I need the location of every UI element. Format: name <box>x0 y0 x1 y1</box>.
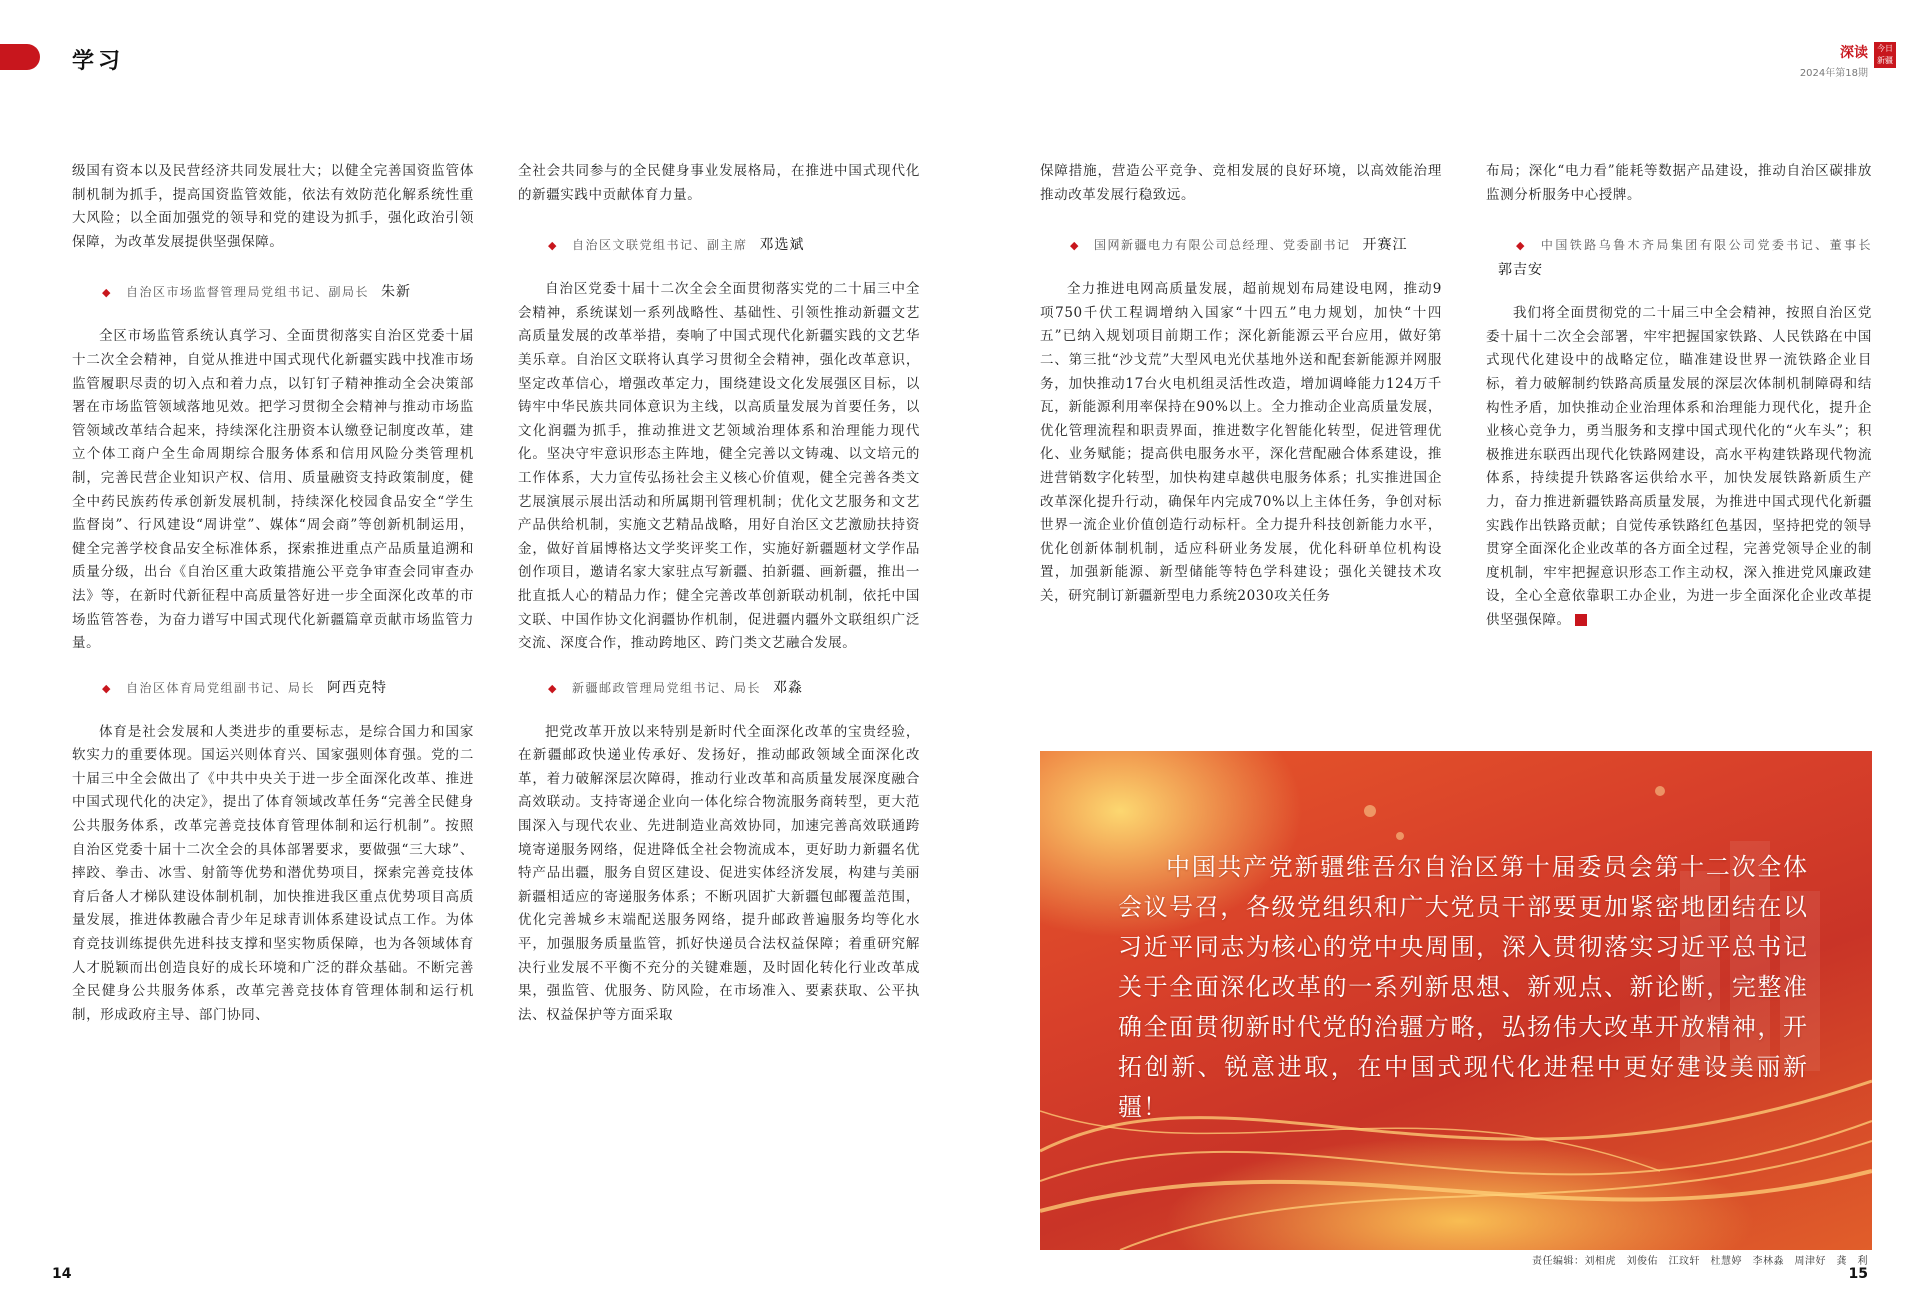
page-number-left: 14 <box>52 1266 72 1282</box>
author-name: 邓选斌 <box>759 237 805 254</box>
author-byline <box>72 676 474 701</box>
banner-quote-text: 中国共产党新疆维吾尔自治区第十届委员会第十二次全体会议号召，各级党组织和广大党员干部要更加紧密地团结在以习近平同志为核心的党中央周围，深入贯彻落实习近平总书记关于全面深化改革的一系列新思想、新观点、新论断，完整准确全面贯彻新时代党的治疆方略，弘扬伟大改革开放精神，开拓创新、锐意进取，在中国式现代化进程中更好建设美丽新疆！ <box>1118 853 1808 1121</box>
column-2 <box>518 160 920 1027</box>
column-3 <box>1040 160 1442 609</box>
section-tab-marker <box>0 44 40 70</box>
article-paragraph <box>1040 160 1442 207</box>
author-byline <box>72 280 474 305</box>
author-title: 中国铁路乌鲁木齐局集团有限公司党委书记、董事长 <box>1540 238 1872 253</box>
paragraph-text: 布局；深化“电力看”能耗等数据产品建设，推动自治区碳排放监测分析服务中心授牌。 <box>1486 163 1872 203</box>
author-name: 邓淼 <box>772 679 803 696</box>
paragraph-text: 全社会共同参与的全民健身事业发展格局，在推进中国式现代化的新疆实践中贡献体育力量。 <box>518 163 920 203</box>
page-number-right: 15 <box>1848 1266 1868 1282</box>
brand-badge: 今日新疆 <box>1874 42 1896 68</box>
article-end-mark-icon: J <box>1575 614 1587 626</box>
diamond-bullet-icon: ◆ <box>102 286 112 300</box>
diamond-bullet-icon: ◆ <box>548 681 558 695</box>
editors-credit: 责任编辑：刘相虎 刘俊佑 江玟轩 杜慧婷 李林淼 周津好 龚 利 <box>1532 1256 1868 1267</box>
paragraph-text: 把党改革开放以来特别是新时代全面深化改革的宝贵经验，在新疆邮政快递业传承好、发扬好，推动邮政领域全面深化改革，着力破解深层次障碍，推动行业改革和高质量发展深度融合高效联动。支持寄递企业向一体化综合物流服务商转型，更大范围深入与现代农业、先进制造业高效协同，加速完善高效联通跨境寄递服务网络，促进降低全社会物流成本，更好助力新疆名优特产品出疆，服务自贸区建设、促进实体经济发展，构建与美丽新疆相适应的寄递服务体系；不断巩固扩大新疆包邮覆盖范围，优化完善城乡末端配送服务网络，提升邮政普遍服务均等化水平，加强服务质量监管，抓好快递员合法权益保障；着重研究解决行业发展不平衡不充分的关键难题，及时固化转化行业改革成果，强监管、优服务、防风险，在市场准入、要素获取、公平执法、权益保护等方面采取 <box>518 723 920 1023</box>
diamond-bullet-icon: ◆ <box>548 239 558 253</box>
article-paragraph <box>1486 302 1872 632</box>
article-paragraph <box>72 160 474 254</box>
author-byline <box>518 676 920 701</box>
column-4 <box>1486 160 1872 633</box>
article-paragraph <box>518 721 920 1028</box>
section-title: 学习 <box>72 48 125 74</box>
article-paragraph <box>72 721 474 1028</box>
diamond-bullet-icon: ◆ <box>1070 239 1080 253</box>
quote-banner <box>1040 751 1872 1250</box>
diamond-bullet-icon: ◆ <box>1516 239 1527 253</box>
issue-number: 2024年第18期 <box>1799 68 1868 79</box>
article-paragraph <box>1040 278 1442 608</box>
article-paragraph <box>518 160 920 207</box>
author-title: 自治区体育局党组副书记、局长 <box>125 680 315 695</box>
author-title: 自治区文联党组书记、副主席 <box>571 238 748 253</box>
author-byline <box>518 233 920 258</box>
paragraph-text: 全力推进电网高质量发展，超前规划布局建设电网，推动9项750千伏工程调增纳入国家“十四五”电力规划，加快“十四五”已纳入规划项目前期工作；深化新能源云平台应用，做好第二、第三批“沙戈荒”大型风电光伏基地外送和配套新能源并网服务，加快推动17台火电机组灵活性改造，增加调峰能力124万千瓦，新能源利用率保持在90%以上。全力推动企业高质量发展，优化管理流程和职责界面，推进数字化智能化转型，促进管理优化、业务赋能；提高供电服务水平，深化营配融合体系建设，推进营销数字化转型，加快构建卓越供电服务体系；扎实推进国企改革深化提升行动，确保年内完成70%以上主体任务，争创对标世界一流企业价值创造行动标杆。全力提升科技创新能力水平，优化创新体制机制，适应科研业务发展，优化科研单位机构设置，加强新能源、新型储能等特色学科建设；强化关键技术攻关，研究制订新疆新型电力系统2030攻关任务 <box>1040 281 1442 604</box>
author-title: 新疆邮政管理局党组书记、局长 <box>571 680 761 695</box>
brand-header <box>1800 42 1868 79</box>
paragraph-text: 全区市场监管系统认真学习、全面贯彻落实自治区党委十届十二次全会精神，自觉从推进中国式现代化新疆实践中找准市场监管履职尽责的切入点和着力点，以钉钉子精神推动全会决策部署在市场监管领域落地见效。把学习贯彻全会精神与推动市场监管领域改革结合起来，持续深化注册资本认缴登记制度改革，建立个体工商户全生命周期综合服务体系和信用风险分类管理机制，完善民营企业知识产权、信用、质量融资支持政策制度，健全中药民族药传承创新发展机制，持续深化校园食品安全“学生监督岗”、行风建设“周讲堂”、媒体“周会商”等创新机制运用，健全完善学校食品安全标准体系，探索推进重点产品质量追溯和质量分级，出台《自治区重大政策措施公平竞争审查会同审查办法》等，在新时代新征程中高质量答好进一步全面深化改革的市场监管答卷，为奋力谱写中国式现代化新疆篇章贡献市场监管力量。 <box>72 328 474 652</box>
author-name: 阿西克特 <box>326 679 387 696</box>
author-name: 郭吉安 <box>1498 262 1543 279</box>
paragraph-text: 保障措施，营造公平竞争、竞相发展的良好环境，以高效能治理推动改革发展行稳致远。 <box>1040 163 1442 203</box>
column-1 <box>72 160 474 1027</box>
paragraph-text: 体育是社会发展和人类进步的重要标志，是综合国力和国家软实力的重要体现。国运兴则体育兴、国家强则体育强。党的二十届三中全会做出了《中共中央关于进一步全面深化改革、推进中国式现代化的决定》，提出了体育领域改革任务“完善全民健身公共服务体系，改革完善竞技体育管理体制和运行机制”。按照自治区党委十届十二次全会的具体部署要求，要做强“三大球”、摔跤、拳击、冰雪、射箭等优势和潜优势项目，探索完善竞技体育后备人才梯队建设体制机制，加快推进我区重点优势项目高质量发展，推进体教融合青少年足球青训体系建设试点工作。为体育竞技训练提供先进科技支撑和坚实物质保障，也为各领域体育人才脱颖而出创造良好的成长环境和广泛的群众基础。不断完善全民健身公共服务体系，改革完善竞技体育管理体制和运行机制，形成政府主导、部门协同、 <box>72 723 474 1023</box>
article-paragraph <box>1486 160 1872 207</box>
paragraph-text: 自治区党委十届十二次全会全面贯彻落实党的二十届三中全会精神，系统谋划一系列战略性、基础性、引领性推动新疆文艺高质量发展的改革举措，奏响了中国式现代化新疆实践的文艺华美乐章。自治区文联将认真学习贯彻全会精神，强化改革意识，坚定改革信心，增强改革定力，围绕建设文化发展强区目标，以铸牢中华民族共同体意识为主线，以高质量发展为首要任务，以文化润疆为抓手，推动推进文艺领域治理体系和治理能力现代化。坚决守牢意识形态主阵地，健全完善以文铸魂、以文培元的工作体系，大力宣传弘扬社会主义核心价值观，健全完善各类文艺展演展示展出活动和所属期刊管理机制；优化文艺服务和文艺产品供给机制，实施文艺精品战略，用好自治区文艺激励扶持资金，做好首届博格达文学奖评奖工作，实施好新疆题材文学作品创作项目，邀请名家大家驻点写新疆、拍新疆、画新疆，推出一批直抵人心的精品力作；健全完善改革创新联动机制，依托中国文联、中国作协文化润疆协作机制，促进疆内疆外文联组织广泛交流、深度合作，推动跨地区、跨门类文艺融合发展。 <box>518 281 920 652</box>
author-byline <box>1040 233 1442 258</box>
brand-name: 深读 <box>1840 45 1868 61</box>
author-name: 开赛江 <box>1362 237 1408 254</box>
author-byline <box>1486 233 1872 282</box>
paragraph-text: 我们将全面贯彻党的二十届三中全会精神，按照自治区党委十届十二次全会部署，牢牢把握国家铁路、人民铁路在中国式现代化建设中的战略定位，瞄准建设世界一流铁路企业目标，着力破解制约铁路高质量发展的深层次体制机制障碍和结构性矛盾，加快推动企业治理体系和治理能力现代化，提升企业核心竞争力，勇当服务和支撑中国式现代化的“火车头”；积极推进东联西出现代化铁路网建设，高水平构建铁路现代物流体系，持续提升铁路客运供给水平，加快发展铁路新质生产力，奋力推进新疆铁路高质量发展，为推进中国式现代化新疆实践作出铁路贡献；自觉传承铁路红色基因，坚持把党的领导贯穿全面深化企业改革的各方面全过程，完善党领导企业的制度机制，牢牢把握意识形态工作主动权，深入推进党风廉政建设，全心全意依靠职工办企业，为进一步全面深化企业改革提供坚强保障。 <box>1486 305 1872 628</box>
author-title: 自治区市场监督管理局党组书记、副局长 <box>125 285 369 300</box>
author-title: 国网新疆电力有限公司总经理、党委副书记 <box>1093 238 1351 253</box>
author-name: 朱新 <box>380 284 411 301</box>
diamond-bullet-icon: ◆ <box>102 681 112 695</box>
article-paragraph <box>518 278 920 656</box>
paragraph-text: 级国有资本以及民营经济共同发展壮大；以健全完善国资监管体制机制为抓手，提高国资监管效能，依法有效防范化解系统性重大风险；以全面加强党的领导和党的建设为抓手，强化政治引领保障，为改革发展提供坚强保障。 <box>72 163 474 250</box>
article-paragraph <box>72 325 474 655</box>
